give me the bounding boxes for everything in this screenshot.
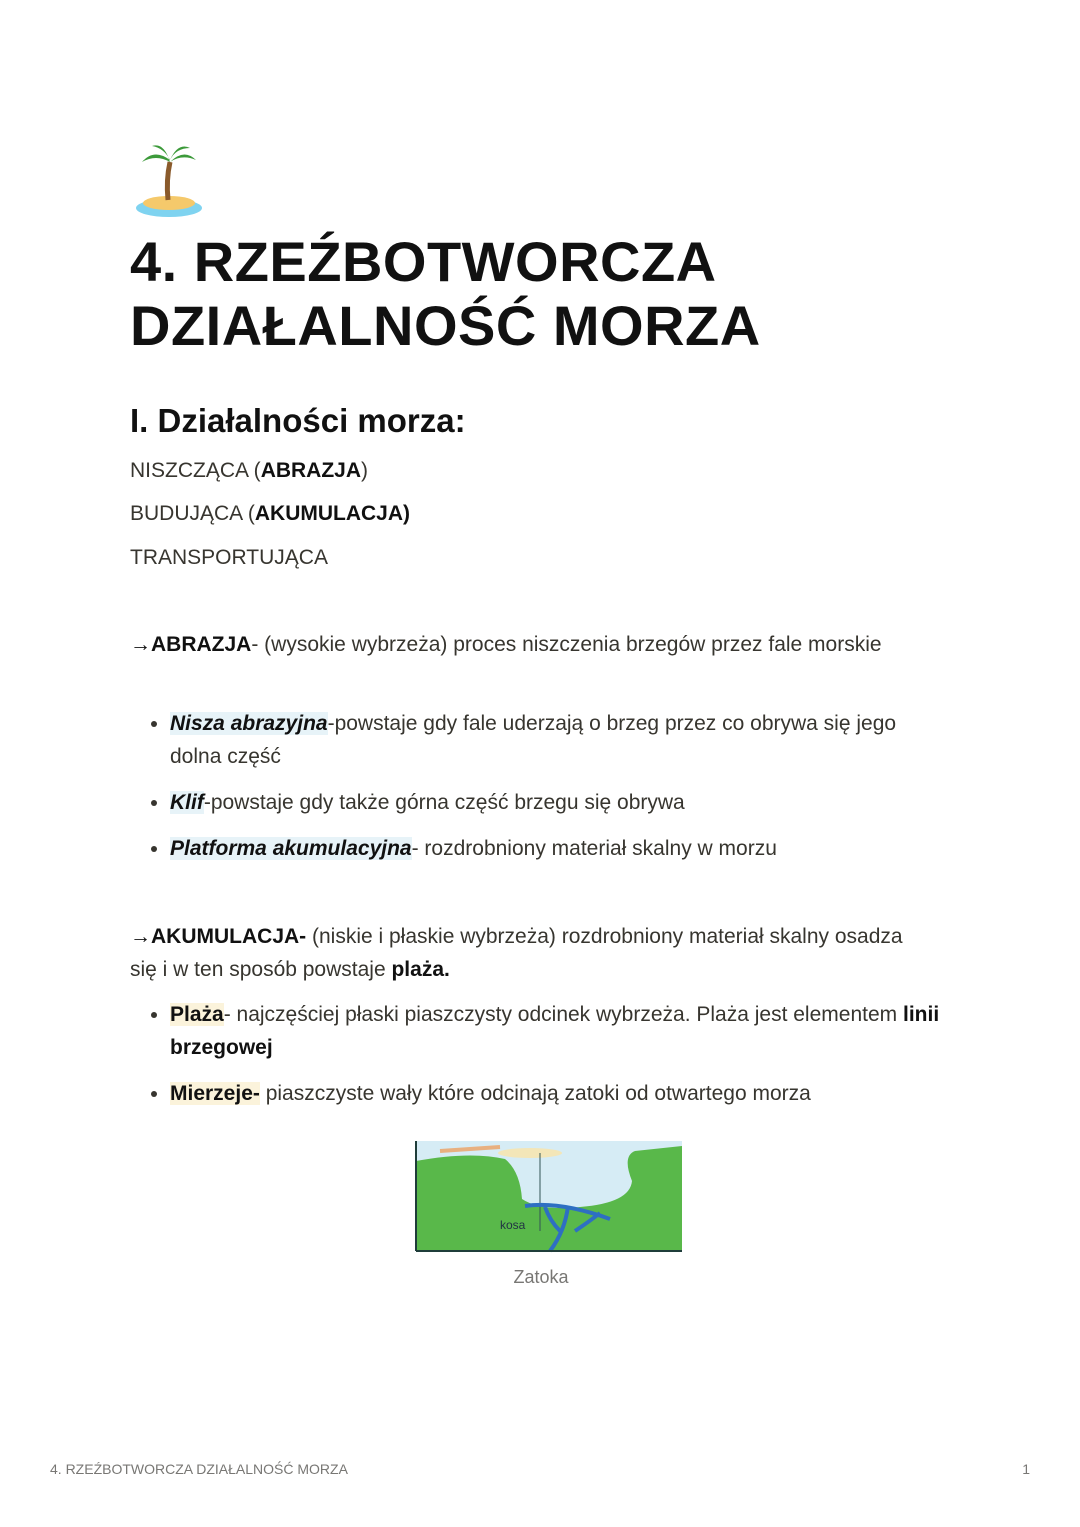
- list-item: • Mierzeje- piaszczyste wały które odcinają zatoki od otwartego morza: [170, 1077, 950, 1110]
- abrazja-list: [130, 707, 950, 878]
- list-item: • Nisza abrazyjna-powstaje gdy fale uderzają o brzeg przez co obrywa się jego dolna część: [170, 707, 950, 773]
- akumulacja-paragraph: →AKUMULACJA- (niskie i płaskie wybrzeża) rozdrobniony materiał skalny osadza się i w ten sposób powstaje plaża.: [130, 925, 903, 981]
- list-item: • Platforma akumulacyjna- rozdrobniony materiał skalny w morzu: [170, 832, 950, 865]
- page-title: 4. RZEŹBOTWORCZA DZIAŁALNOŚĆ MORZA: [130, 230, 761, 357]
- list-item: • Klif-powstaje gdy także górna część brzegu się obrywa: [170, 786, 950, 819]
- page-number: 1: [1022, 1461, 1030, 1477]
- abrazja-paragraph: →ABRAZJA- (wysokie wybrzeża) proces niszczenia brzegów przez fale morskie: [130, 633, 882, 656]
- footer-title: 4. RZEŹBOTWORCZA DZIAŁALNOŚĆ MORZA: [50, 1461, 348, 1477]
- desert-island-icon: [134, 140, 204, 220]
- type-transport: TRANSPORTUJĄCA: [130, 546, 328, 569]
- kosa-label: kosa: [500, 1218, 526, 1232]
- list-item: • Plaża- najczęściej płaski piaszczysty odcinek wybrzeża. Plaża jest elementem linii brzegowej: [170, 998, 950, 1064]
- type-destructive: NISZCZĄCA (ABRAZJA): [130, 459, 369, 482]
- akumulacja-list: [130, 998, 950, 1123]
- bay-diagram-image: [400, 1141, 682, 1253]
- type-constructive: BUDUJĄCA (AKUMULACJA): [130, 502, 411, 525]
- section-heading: I. Działalności morza:: [130, 402, 466, 439]
- figure-caption: Zatoka: [513, 1267, 569, 1287]
